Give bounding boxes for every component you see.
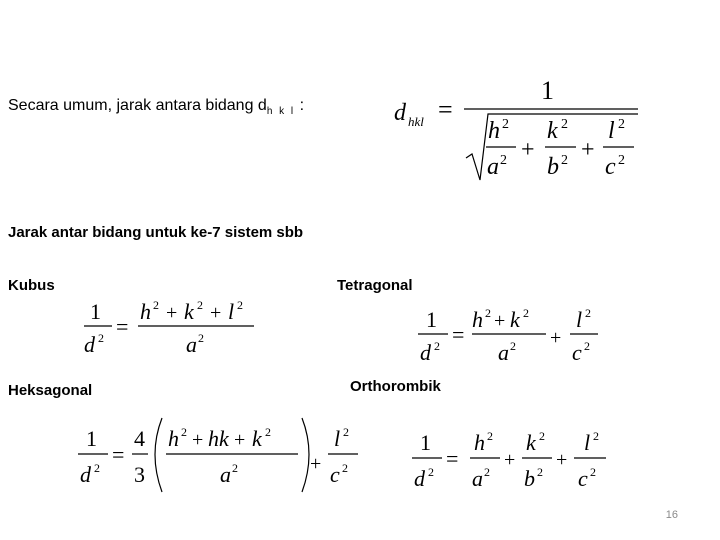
svg-text:2: 2 xyxy=(232,461,238,475)
svg-text:d: d xyxy=(80,462,91,487)
svg-text:2: 2 xyxy=(502,117,509,132)
svg-text:1: 1 xyxy=(420,430,431,455)
svg-text:+: + xyxy=(504,449,516,471)
svg-text:2: 2 xyxy=(510,339,516,353)
svg-text:+: + xyxy=(494,310,506,332)
svg-text:2: 2 xyxy=(618,153,625,168)
svg-text:2: 2 xyxy=(181,425,187,439)
page-number: 16 xyxy=(665,509,678,521)
svg-text:=: = xyxy=(116,314,129,339)
svg-text:2: 2 xyxy=(523,306,529,320)
svg-text:1: 1 xyxy=(426,307,437,332)
svg-text:k: k xyxy=(526,430,536,455)
svg-text:h: h xyxy=(140,299,151,324)
svg-text:l: l xyxy=(584,430,591,455)
svg-text:d: d xyxy=(84,332,95,357)
svg-text:k: k xyxy=(547,118,558,144)
svg-text:c: c xyxy=(330,462,340,487)
svg-text:h: h xyxy=(488,118,500,144)
svg-text:d: d xyxy=(420,340,431,365)
svg-text:2: 2 xyxy=(485,306,491,320)
cubic-formula xyxy=(80,294,260,364)
svg-text:d: d xyxy=(394,100,406,126)
svg-text:2: 2 xyxy=(265,425,271,439)
svg-text:l: l xyxy=(576,307,583,332)
svg-text:2: 2 xyxy=(98,331,104,345)
svg-text:3: 3 xyxy=(134,462,145,487)
hexagonal-formula xyxy=(74,414,364,499)
svg-text:l: l xyxy=(228,299,235,324)
svg-text:hkl: hkl xyxy=(408,114,424,129)
tetragonal-formula xyxy=(414,300,604,370)
svg-text:h: h xyxy=(168,426,179,451)
svg-text:2: 2 xyxy=(585,306,591,320)
svg-text:a: a xyxy=(487,154,499,180)
svg-text:+: + xyxy=(192,429,204,451)
svg-text:2: 2 xyxy=(153,298,159,312)
svg-text:hk: hk xyxy=(208,426,229,451)
svg-text:=: = xyxy=(452,322,465,347)
intro-subscript: h k l xyxy=(266,106,296,117)
svg-text:2: 2 xyxy=(342,461,348,475)
svg-text:b: b xyxy=(524,466,535,491)
svg-text:=: = xyxy=(438,95,453,124)
svg-text:2: 2 xyxy=(484,465,490,479)
label-tetragonal: Tetragonal xyxy=(337,277,413,294)
svg-text:l: l xyxy=(608,118,615,144)
svg-text:1: 1 xyxy=(541,76,554,105)
svg-text:=: = xyxy=(112,442,125,467)
svg-text:+: + xyxy=(234,429,246,451)
intro-colon: : xyxy=(295,97,305,114)
svg-text:1: 1 xyxy=(86,426,97,451)
label-heksagonal: Heksagonal xyxy=(8,382,93,399)
svg-text:h: h xyxy=(474,430,485,455)
svg-text:2: 2 xyxy=(584,339,590,353)
svg-text:l: l xyxy=(334,426,341,451)
svg-text:c: c xyxy=(605,154,616,180)
svg-text:2: 2 xyxy=(618,117,625,132)
svg-text:2: 2 xyxy=(590,465,596,479)
general-dhkl-formula xyxy=(392,72,642,187)
svg-text:a: a xyxy=(472,466,483,491)
svg-text:a: a xyxy=(498,340,509,365)
intro-text: Secara umum, jarak antara bidang d xyxy=(8,97,267,114)
svg-text:+: + xyxy=(550,327,562,349)
svg-text:+: + xyxy=(166,302,178,324)
label-kubus: Kubus xyxy=(8,277,55,294)
orthorhombic-formula xyxy=(408,422,613,494)
svg-text:=: = xyxy=(446,446,459,471)
svg-text:+: + xyxy=(556,449,568,471)
svg-text:2: 2 xyxy=(593,429,599,443)
svg-text:2: 2 xyxy=(94,461,100,475)
svg-text:h: h xyxy=(472,307,483,332)
svg-text:k: k xyxy=(184,299,194,324)
svg-text:2: 2 xyxy=(537,465,543,479)
svg-text:b: b xyxy=(547,154,559,180)
svg-text:1: 1 xyxy=(90,299,101,324)
svg-text:2: 2 xyxy=(500,153,507,168)
general-formula-intro xyxy=(8,97,304,117)
svg-text:c: c xyxy=(572,340,582,365)
svg-text:2: 2 xyxy=(561,117,568,132)
svg-text:2: 2 xyxy=(561,153,568,168)
svg-text:2: 2 xyxy=(428,465,434,479)
svg-text:k: k xyxy=(252,426,262,451)
svg-text:2: 2 xyxy=(197,298,203,312)
svg-text:+: + xyxy=(581,137,595,163)
svg-text:2: 2 xyxy=(434,339,440,353)
svg-text:2: 2 xyxy=(198,331,204,345)
svg-text:2: 2 xyxy=(539,429,545,443)
svg-text:+: + xyxy=(521,137,535,163)
svg-text:2: 2 xyxy=(343,425,349,439)
svg-text:2: 2 xyxy=(237,298,243,312)
label-orthorombik: Orthorombik xyxy=(350,378,441,395)
svg-text:a: a xyxy=(186,332,197,357)
svg-text:a: a xyxy=(220,462,231,487)
svg-text:4: 4 xyxy=(134,426,145,451)
svg-text:2: 2 xyxy=(487,429,493,443)
svg-text:+: + xyxy=(210,302,222,324)
systems-heading: Jarak antar bidang untuk ke-7 sistem sbb xyxy=(8,224,304,241)
svg-text:k: k xyxy=(510,307,520,332)
svg-text:+: + xyxy=(310,453,322,475)
svg-text:d: d xyxy=(414,466,425,491)
svg-text:c: c xyxy=(578,466,588,491)
